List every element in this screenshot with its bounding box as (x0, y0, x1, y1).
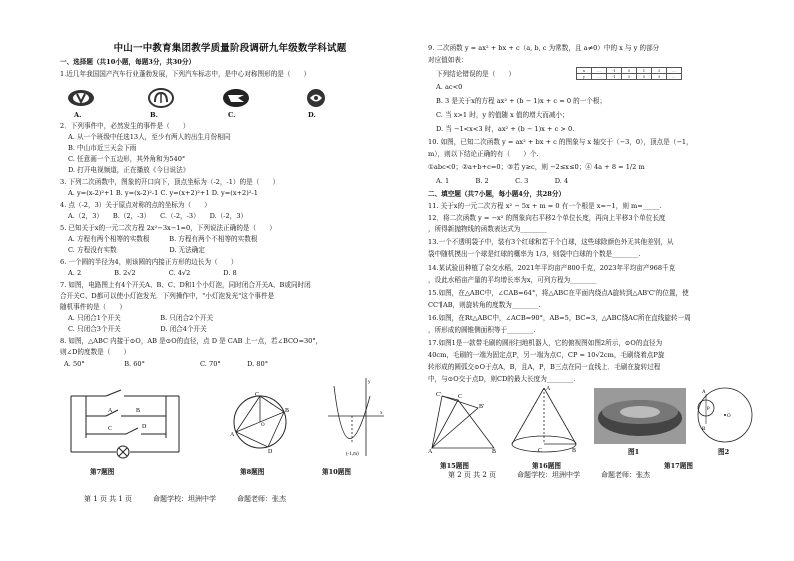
q7-options-cd: C. 只闭合3个开关 D. 闭合4个开关 (68, 325, 207, 333)
svg-text:B: B (702, 427, 706, 432)
svg-text:y: y (368, 380, 371, 385)
q5-options-ab: A. 方程有两个相等的实数根 B. 方程有两个不相等的实数根 (68, 235, 258, 243)
parabola-figure-10 (326, 376, 386, 458)
q3-options: A. y=(x-2)²+1 B. y=(x-2)²-1 C. y=(x+2)²+1 D. y=(x+2)²-1 (68, 189, 258, 197)
q2-option-b: B. 中山市近三天会下雨 (68, 144, 137, 152)
q9-option-a: A. ac<0 (436, 83, 463, 91)
question-7-line-1: 7. 如图，电路图上有4个开关A、B、C、D和1个小灯泡，同时闭合开关A、B或同时闭 (60, 281, 311, 289)
question-13-line-1: 13.一个不透明袋子中，装有3个红球和若干个白球，这些球除颜色外无其他差别，从 (428, 238, 674, 246)
triangle-rotation-figure-15 (428, 390, 498, 454)
q1-option-a: A. (74, 111, 82, 119)
question-2: 2．下列事件中，必然发生的事件是（ ） (60, 122, 190, 130)
figure-17-2-label: 图2 (718, 448, 730, 456)
cone-figure-16 (508, 384, 580, 456)
question-8-line-2: 则∠D的度数是（ ） (60, 348, 131, 356)
car-logos (66, 88, 386, 110)
robot-photo-figure-17-1 (594, 388, 686, 444)
svg-text:B': B' (479, 404, 485, 410)
question-9-line-2: 对应值如表： (428, 56, 468, 64)
q2-option-a: A. 从一个班级中任选13人，至少有两人的出生月份相同 (68, 133, 231, 141)
q2-option-d: D. 打开电视频道，正在播放《今日说法》 (68, 166, 190, 174)
svg-text:B: B (492, 449, 497, 454)
svg-text:x: x (380, 411, 383, 416)
q10-options: A. 1 B. 2 C. 3 D. 4 (436, 177, 569, 185)
circuit-diagram (66, 388, 184, 460)
question-7-line-2: 合开关C、D都可以使小灯泡发光．下列操作中，"小灯泡发光"这个事件是 (60, 292, 275, 300)
question-17-line-2: 40cm，毛刷的一端为固定点P，另一端为点C，CP = 10√2cm，毛刷绕着点P旋 (428, 351, 665, 359)
question-14-line-1: 14.某试验田种植了杂交水稻，2021年平均亩产800千克，2023年平均亩产968千克 (428, 264, 676, 272)
q1-option-c: C. (228, 111, 236, 119)
page-footer-right: 第 2 页 共 2 页 命题学校：坦洲中学 命题老师：张杰 (448, 471, 651, 479)
question-1: 1.近几年我国国产汽车行业蓬勃发展，下列汽车标志中，是中心对称图形的是（ ） (60, 70, 311, 78)
question-8-line-1: 8. 如图，△ABC 内接于⊙O，AB 是⊙O的直径，点 D 是 CAB 上一点，若∠BCO=30°， (60, 337, 323, 345)
question-12-line-2: ，所得新抛物线的函数表达式为________ (428, 225, 547, 233)
q9-option-b: B. 3 是关于x的方程 ax² + (b − 1)x + c = 0 的一个根； (436, 97, 607, 105)
dongfeng-logo-icon (301, 88, 331, 108)
q2-option-c: C. 任意画一个五边形，其外角和为540° (68, 155, 186, 163)
question-12-line-1: 12．将二次函数 y = −x² 的图象向右平移2个单位长度，再向上平移3个单位长度 (428, 214, 666, 222)
question-9-line-3: 下列结论错误的是（ ） (436, 70, 516, 78)
svg-text:B: B (572, 448, 577, 454)
q1-option-d: D. (308, 111, 316, 119)
section-heading: 一、选择题（共10小题，每题3分，共30分） (60, 58, 196, 66)
figure-17-1-label: 图1 (628, 448, 640, 456)
page-footer: 第 1 页 共 1 页 命题学校：坦洲中学 命题老师：张杰 (84, 495, 287, 503)
svg-text:C: C (458, 394, 463, 400)
svg-text:A: A (702, 390, 706, 395)
robot-topview-figure-17-2 (694, 384, 756, 446)
vertex-label: (-1,m) (346, 452, 359, 457)
question-17-line-4: 中，与⊙O交于点D，则CD的最大长度为________. (428, 375, 576, 383)
figure-8-caption: 第8题图 (240, 468, 265, 476)
svg-text:A: A (428, 449, 433, 454)
value-table: x … -1 0 1 3 … y … -1 3 5 3 … (576, 67, 682, 80)
question-6: 6. 一个圆的半径为4，则该圆的内接正方形的边长为（ ） (60, 258, 238, 266)
q6-options: A. 2 B. 2√2 C. 4√2 D. 8 (68, 269, 237, 277)
section-heading-2: 二、填空题（共7小题，每小题4分，共28分） (428, 190, 566, 198)
question-11: 11. 关于x的一元二次方程 x² − 5x + m = 0 有一个根是 x=−1，则 m=_____. (428, 202, 662, 210)
figure-10-caption: 第10题图 (322, 468, 351, 476)
question-10-line-1: 10. 如图，已知二次函数 y = ax² + bx + c 的图象与 x 轴交于（−3，0），顶点是（−1， (428, 138, 693, 146)
question-17-line-1: 17.如图1是一款带毛刷的圆形扫地机器人，它的俯视图如图2所示，⊙O的直径为 (428, 339, 663, 347)
svg-text:C: C (108, 426, 113, 432)
svg-text:B: B (285, 408, 290, 414)
svg-text:C': C' (436, 392, 442, 398)
q1-option-b: B. (150, 111, 158, 119)
figure-17-caption: 第17题图 (664, 462, 693, 470)
circle-figure-8 (230, 392, 290, 454)
question-7-line-3: 随机事件的是（ ） (60, 303, 126, 311)
q8-options-ab: A. 50° B. 60° (64, 360, 145, 368)
question-17-line-3: 转形成的圆弧交⊙O于点A，B，且A，P，B三点在同一直线上．毛刷在旋转过程 (428, 363, 661, 371)
svg-text:C: C (538, 448, 543, 454)
figure-15-caption: 第15题图 (440, 462, 469, 470)
figure-7-caption: 第7题图 (90, 468, 115, 476)
q9-option-c: C. 当 x>1 时，y 的值随 x 值的增大而减小； (436, 111, 569, 119)
svg-text:O: O (261, 423, 265, 428)
exam-title: 中山一中教育集团教学质量阶段调研九年级数学科试题 (113, 43, 347, 54)
svg-text:A: A (546, 386, 551, 392)
question-10-line-2: m），则以下结论正确的有（ ）个. (428, 150, 539, 158)
q5-options-cd: C. 方程没有实数 D. 无法确定 (68, 246, 205, 254)
q9-option-d: D. 当 −1<x<3 时，ax² + (b − 1)x + c > 0. (436, 125, 575, 133)
question-3: 3. 下列二次函数中，图象的开口向下，顶点坐标为（-2，-1）的是（ ） (60, 178, 280, 186)
svg-text:P: P (707, 407, 710, 412)
q8-options-cd: C. 70° D. 80° (200, 360, 268, 368)
faw-logo-icon (221, 88, 251, 108)
question-16-line-2: ，所形成的圆锥侧面积等于________. (428, 326, 536, 334)
svg-text:D: D (268, 449, 273, 454)
question-5: 5. 已知关于x的一元二次方程 2x²−3x−1=0，下列说法正确的是（ ） (60, 224, 276, 232)
changan-logo-icon (146, 88, 176, 108)
q7-options-ab: A. 只闭合1个开关 B. 只闭合2个开关 (68, 314, 214, 322)
chery-logo-icon (66, 88, 96, 108)
q4-options: A.（2，3） B.（2，-3） C.（-2，-3） D.（-2，3） (68, 212, 248, 220)
svg-text:O: O (727, 414, 731, 419)
svg-text:C: C (255, 392, 260, 398)
question-13-line-2: 袋中随机摸出一个球是红球的概率为 1/3，则袋中白球的个数是________. (428, 250, 641, 258)
question-9-line-1: 9. 二次函数 y = ax² + bx + c（a, b, c 为常数，且 a≠0）中的 x 与 y 的部分 (428, 44, 660, 52)
figure-16-caption: 第16题图 (532, 462, 561, 470)
page-right (428, 0, 764, 561)
page-left (60, 0, 400, 561)
svg-text:A: A (230, 432, 235, 438)
svg-text:D: D (142, 424, 147, 430)
question-14-line-2: ，设此水稻亩产量的平均增长率为x，可列方程为________ (428, 276, 597, 284)
question-10-line-3: ①abc<0；②a+b+c=0；③若 y≥c，则 −2≤x≤0；④ 4a + 8 = 1/2 m (428, 163, 645, 171)
question-16-line-1: 16.如图，在Rt△ABC中，∠ACB=90°，AB=5，BC=3，△ABC绕AC所在直线旋转一周 (428, 314, 691, 322)
question-4: 4. 点（-2，3）关于原点对称的点的坐标为（ ） (60, 201, 211, 209)
svg-text:A: A (108, 408, 113, 414)
question-15-line-2: CC'∥AB，则旋转角的度数为________. (428, 301, 541, 309)
svg-text:B: B (136, 408, 141, 414)
question-15-line-1: 15.如图，在△ABC中，∠CAB=64°，将△ABC在平面内绕点A旋转到△AB'C'的位置，使 (428, 289, 689, 297)
